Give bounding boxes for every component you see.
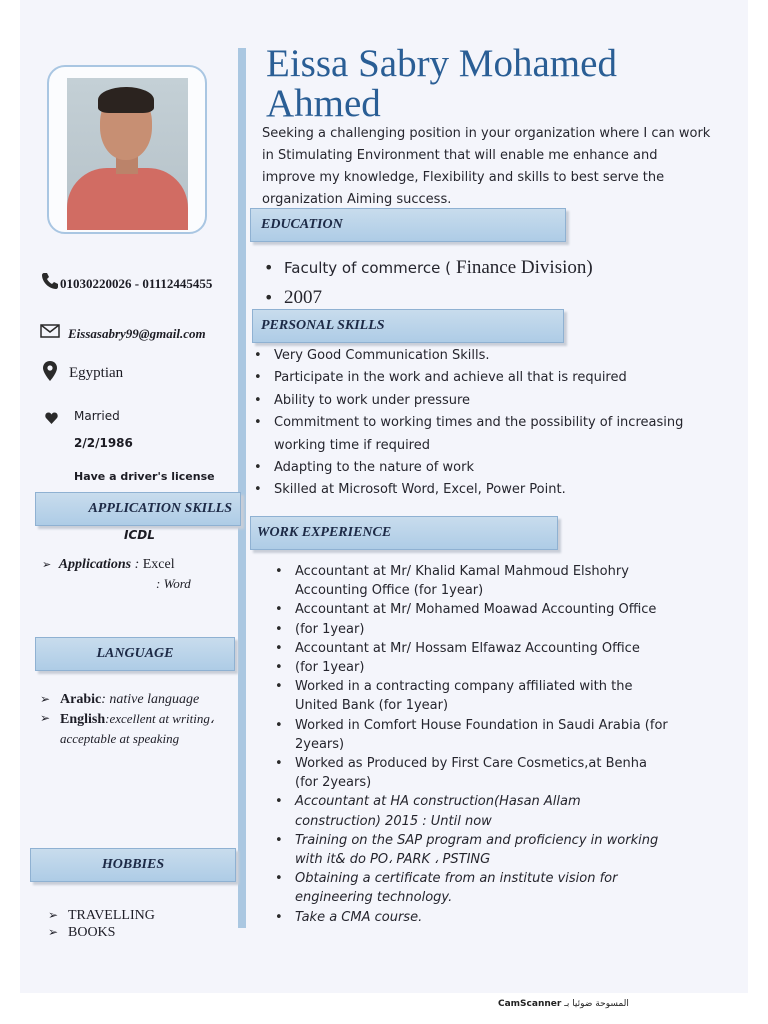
- education-division: Finance Division): [456, 257, 593, 278]
- nationality-row: [43, 361, 123, 386]
- work-experience-list: [275, 562, 670, 927]
- list-item: • (for 1year): [275, 620, 670, 639]
- phone-numbers: 01030220026 - 01112445455: [60, 275, 213, 291]
- list-item: • Ability to work under pressure: [254, 390, 702, 412]
- language-level: :excellent at writing، acceptable at speaking: [60, 711, 215, 746]
- language-list: [38, 690, 228, 748]
- marital-status: Married: [74, 409, 120, 423]
- section-title: PERSONAL SKILLS: [261, 318, 385, 333]
- section-title: LANGUAGE: [96, 646, 174, 661]
- application-item: Excel: [142, 557, 175, 572]
- list-item: • Worked in Comfort House Foundation in Saudi Arabia (for 2years): [275, 716, 670, 754]
- section-personal-skills: [252, 309, 564, 343]
- section-education: [250, 208, 566, 242]
- list-item: ➢ BOOKS: [46, 924, 155, 941]
- career-objective: Seeking a challenging position in your organization where I can work in Stimulating Environment that will enable me enhance and improve my knowledge, Flexibility and skills to best serve the organization Aiming success.: [262, 126, 711, 207]
- list-item: • Accountant at HA construction(Hasan Allam construction) 2015 : Until now: [275, 792, 670, 830]
- list-item: • Take a CMA course.: [275, 908, 670, 927]
- section-title: WORK EXPERIENCE: [257, 525, 392, 540]
- education-list: [264, 253, 593, 313]
- driver-license: Have a driver's license: [74, 470, 215, 483]
- list-item: • Very Good Communication Skills.: [254, 345, 702, 367]
- education-year: 2007: [284, 287, 322, 308]
- list-item: • Accountant at Mr/ Mohamed Moawad Accounting Office: [275, 600, 670, 619]
- email-row: [40, 324, 206, 343]
- section-hobbies: [30, 848, 236, 882]
- list-item: • Skilled at Microsoft Word, Excel, Power Point.: [254, 479, 702, 501]
- location-pin-icon: [43, 361, 57, 386]
- phone-row: [40, 271, 212, 296]
- section-title: EDUCATION: [261, 217, 343, 232]
- heart-icon: [45, 411, 58, 429]
- list-item: • Worked in a contracting company affiliated with the United Bank (for 1year): [275, 677, 670, 715]
- watermark-arabic: المسوحة ضوئيا بـ: [564, 999, 629, 1009]
- nationality: Egyptian: [69, 365, 124, 381]
- application-item: : Word: [156, 576, 191, 591]
- candidate-name: Eissa Sabry Mohamed Ahmed: [266, 42, 617, 125]
- list-item: • Training on the SAP program and proficiency in working with it& do PO، PARK ، PSTING: [275, 831, 670, 869]
- list-item: • Commitment to working times and the possibility of increasing working time if required: [254, 412, 702, 457]
- section-title: HOBBIES: [101, 857, 165, 872]
- marital-row: [45, 403, 120, 429]
- scanner-watermark: [498, 999, 629, 1009]
- section-work-experience: [250, 516, 558, 550]
- list-item: ➢ TRAVELLING: [46, 907, 155, 924]
- section-application-skills: [35, 492, 241, 526]
- personal-skills-list: [254, 345, 702, 502]
- applications-row: [42, 557, 175, 573]
- section-title: APPLICATION SKILLS: [88, 501, 232, 516]
- list-item: • Accountant at Mr/ Hossam Elfawaz Accounting Office: [275, 639, 670, 658]
- list-item: • Participate in the work and achieve all that is required: [254, 367, 702, 389]
- watermark-brand: CamScanner: [498, 999, 562, 1009]
- list-item: • Worked as Produced by First Care Cosmetics,at Benha (for 2years): [275, 754, 670, 792]
- phone-icon: [40, 271, 60, 296]
- applications-sep: :: [134, 557, 140, 572]
- list-item: • Adapting to the nature of work: [254, 457, 702, 479]
- list-item: [38, 709, 228, 748]
- language-name: English: [60, 712, 106, 727]
- language-name: Arabic: [60, 692, 102, 707]
- profile-photo: [67, 78, 188, 230]
- list-item: • Accountant at Mr/ Khalid Kamal Mahmoud Elshohry Accounting Office (for 1year): [275, 562, 670, 600]
- arrow-bullet-icon: ➢: [42, 559, 52, 571]
- language-level: : native language: [101, 692, 200, 707]
- list-item: [38, 690, 228, 709]
- birth-date: 2/2/1986: [74, 436, 133, 450]
- list-item: • (for 1year): [275, 658, 670, 677]
- email-address[interactable]: Eissasabry99@gmail.com: [68, 325, 206, 341]
- column-divider: [238, 48, 246, 928]
- education-faculty: Faculty of commerce (: [284, 259, 451, 277]
- section-language: [35, 637, 235, 671]
- list-item: • Obtaining a certificate from an institute vision for engineering technology.: [275, 869, 670, 907]
- hobbies-list: [46, 907, 155, 941]
- list-item: [264, 253, 593, 283]
- mail-icon: [40, 324, 60, 343]
- icdl-label: ICDL: [124, 528, 155, 542]
- applications-label: Applications: [58, 557, 132, 572]
